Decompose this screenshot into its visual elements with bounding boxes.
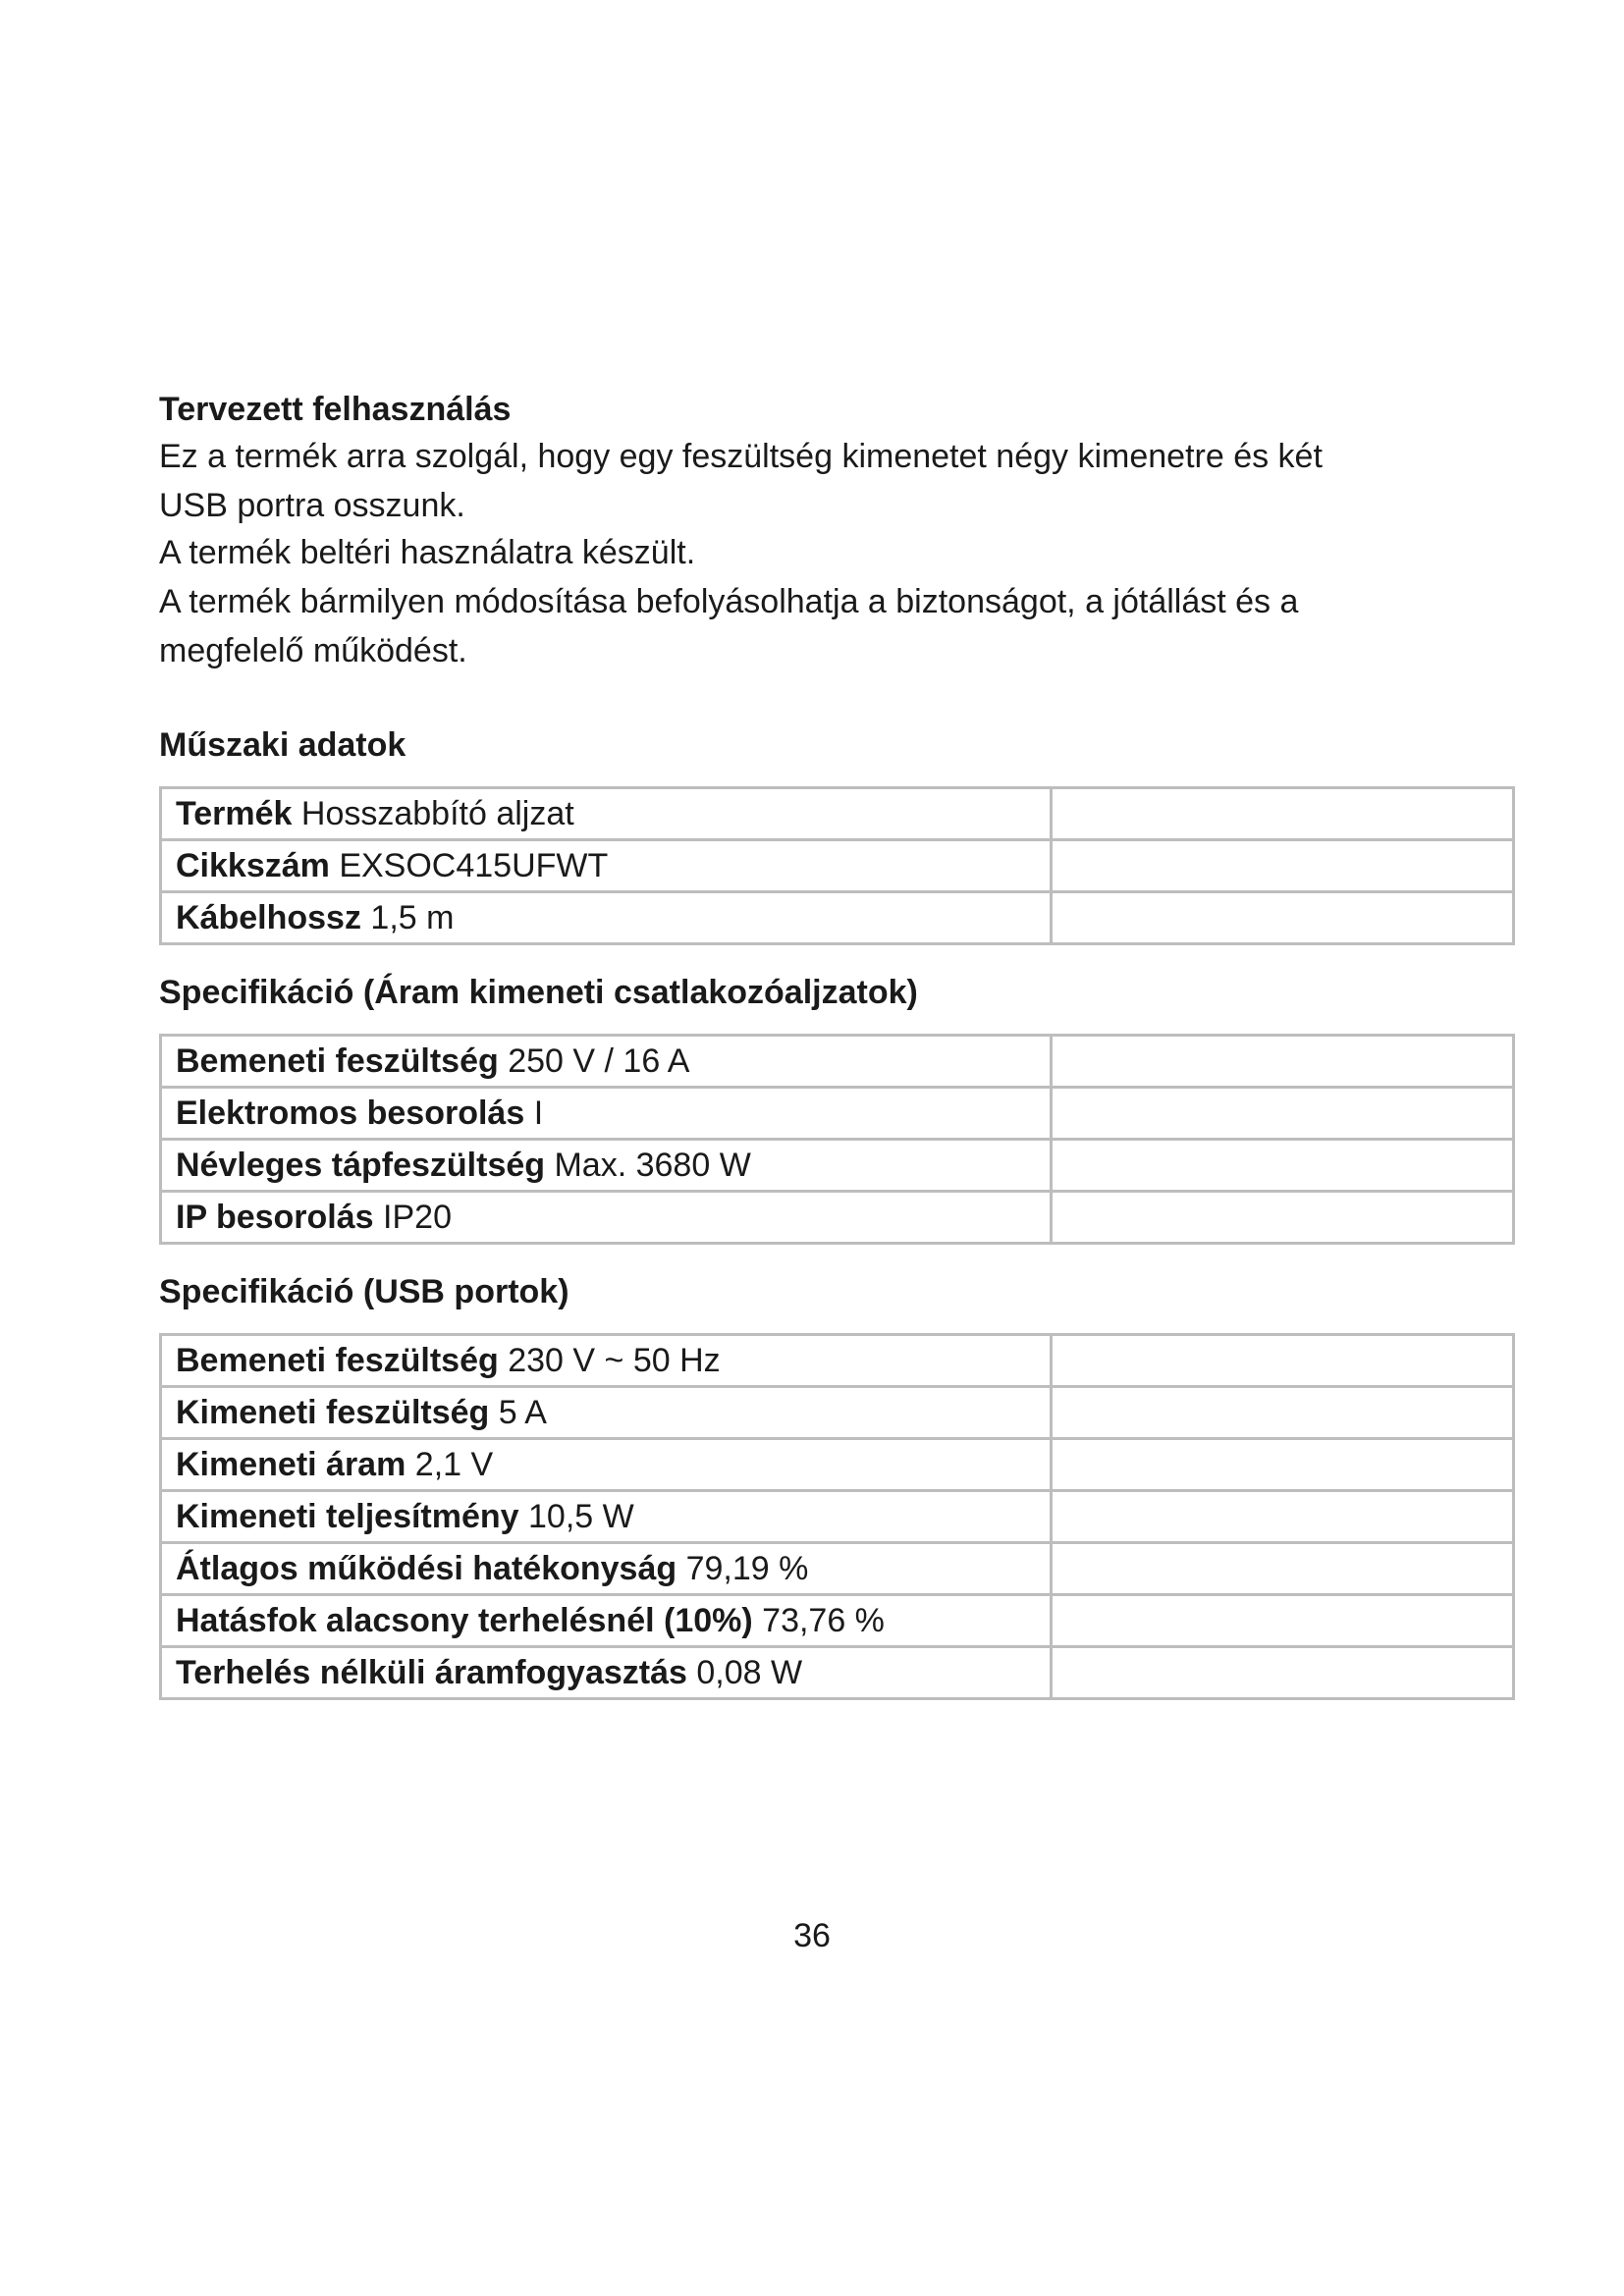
table-cell <box>161 1140 1052 1192</box>
intended-use-heading: Tervezett felhasználás <box>159 391 512 428</box>
row-value: 10,5 W <box>528 1498 634 1535</box>
power-outlets-section <box>159 971 1494 1245</box>
intended-use-line: A termék bármilyen módosítása befolyásolhatja a biztonságot, a jótállást és a <box>159 583 1299 620</box>
empty-cell <box>1052 1595 1514 1647</box>
row-value: I <box>533 1095 544 1132</box>
row-label: Kimeneti áram <box>176 1446 406 1483</box>
table-cell <box>161 840 1052 892</box>
table-row <box>161 892 1514 944</box>
row-value: 230 V ~ 50 Hz <box>508 1342 721 1379</box>
table-row <box>161 1647 1514 1699</box>
table-cell <box>161 1192 1052 1244</box>
table-cell <box>161 892 1052 944</box>
row-label: Kimeneti feszültség <box>176 1394 490 1431</box>
usb-ports-section <box>159 1270 1494 1700</box>
technical-data-heading: Műszaki adatok <box>159 726 406 764</box>
row-value: 79,19 % <box>685 1550 809 1587</box>
empty-cell <box>1052 1647 1514 1699</box>
row-value: Hosszabbító aljzat <box>300 795 574 832</box>
table-cell <box>161 1036 1052 1088</box>
intended-use-line: megfelelő működést. <box>159 632 467 669</box>
power-outlets-table <box>159 1034 1515 1245</box>
table-cell <box>161 1088 1052 1140</box>
section-spacer <box>159 674 1494 723</box>
row-label: Termék <box>176 795 293 832</box>
row-value: EXSOC415UFWT <box>339 847 609 884</box>
row-value: Max. 3680 W <box>554 1147 751 1184</box>
table-row <box>161 1543 1514 1595</box>
row-label: Névleges tápfeszültség <box>176 1147 546 1184</box>
table-cell <box>161 788 1052 840</box>
section-spacer <box>159 1245 1494 1270</box>
empty-cell <box>1052 1543 1514 1595</box>
table-row <box>161 1439 1514 1491</box>
row-label: Cikkszám <box>176 847 330 884</box>
table-row <box>161 1387 1514 1439</box>
empty-cell <box>1052 892 1514 944</box>
empty-cell <box>1052 1491 1514 1543</box>
table-cell <box>161 1387 1052 1439</box>
row-value: 5 A <box>498 1394 547 1431</box>
usb-ports-heading: Specifikáció (USB portok) <box>159 1273 569 1310</box>
intended-use-line: USB portra osszunk. <box>159 487 465 524</box>
row-label: Elektromos besorolás <box>176 1095 525 1132</box>
empty-cell <box>1052 788 1514 840</box>
intended-use-line: A termék beltéri használatra készült. <box>159 534 696 571</box>
empty-cell <box>1052 1088 1514 1140</box>
row-label: Terhelés nélküli áramfogyasztás <box>176 1654 687 1691</box>
row-label: Bemeneti feszültség <box>176 1342 499 1379</box>
row-value: 1,5 m <box>370 899 455 936</box>
table-cell <box>161 1335 1052 1387</box>
table-cell <box>161 1595 1052 1647</box>
empty-cell <box>1052 1387 1514 1439</box>
row-value: 0,08 W <box>696 1654 803 1691</box>
empty-cell <box>1052 840 1514 892</box>
table-row <box>161 1036 1514 1088</box>
row-value: IP20 <box>383 1199 452 1236</box>
intended-use-section <box>159 388 1494 674</box>
table-row <box>161 1491 1514 1543</box>
row-label: Átlagos működési hatékonyság <box>176 1550 677 1587</box>
row-value: 250 V / 16 A <box>508 1042 690 1080</box>
table-cell <box>161 1543 1052 1595</box>
empty-cell <box>1052 1140 1514 1192</box>
table-row <box>161 1088 1514 1140</box>
table-row <box>161 1192 1514 1244</box>
table-row <box>161 840 1514 892</box>
table-row <box>161 1140 1514 1192</box>
table-row <box>161 788 1514 840</box>
row-label: IP besorolás <box>176 1199 374 1236</box>
empty-cell <box>1052 1439 1514 1491</box>
row-label: Bemeneti feszültség <box>176 1042 499 1080</box>
intended-use-line: Ez a termék arra szolgál, hogy egy feszültség kimenetet négy kimenetre és két <box>159 438 1323 475</box>
row-label: Kábelhossz <box>176 899 361 936</box>
empty-cell <box>1052 1192 1514 1244</box>
empty-cell <box>1052 1036 1514 1088</box>
page-content <box>159 388 1494 1700</box>
table-cell <box>161 1647 1052 1699</box>
power-outlets-heading: Specifikáció (Áram kimeneti csatlakozóaljzatok) <box>159 974 918 1011</box>
usb-ports-table <box>159 1333 1515 1700</box>
row-label: Hatásfok alacsony terhelésnél (10%) <box>176 1602 753 1639</box>
page-number: 36 <box>793 1917 831 1954</box>
row-value: 73,76 % <box>762 1602 885 1639</box>
row-label: Kimeneti teljesítmény <box>176 1498 519 1535</box>
empty-cell <box>1052 1335 1514 1387</box>
table-cell <box>161 1439 1052 1491</box>
technical-data-section <box>159 723 1494 945</box>
table-row <box>161 1595 1514 1647</box>
row-value: 2,1 V <box>414 1446 494 1483</box>
section-spacer <box>159 945 1494 971</box>
table-row <box>161 1335 1514 1387</box>
technical-data-table <box>159 786 1515 945</box>
table-cell <box>161 1491 1052 1543</box>
